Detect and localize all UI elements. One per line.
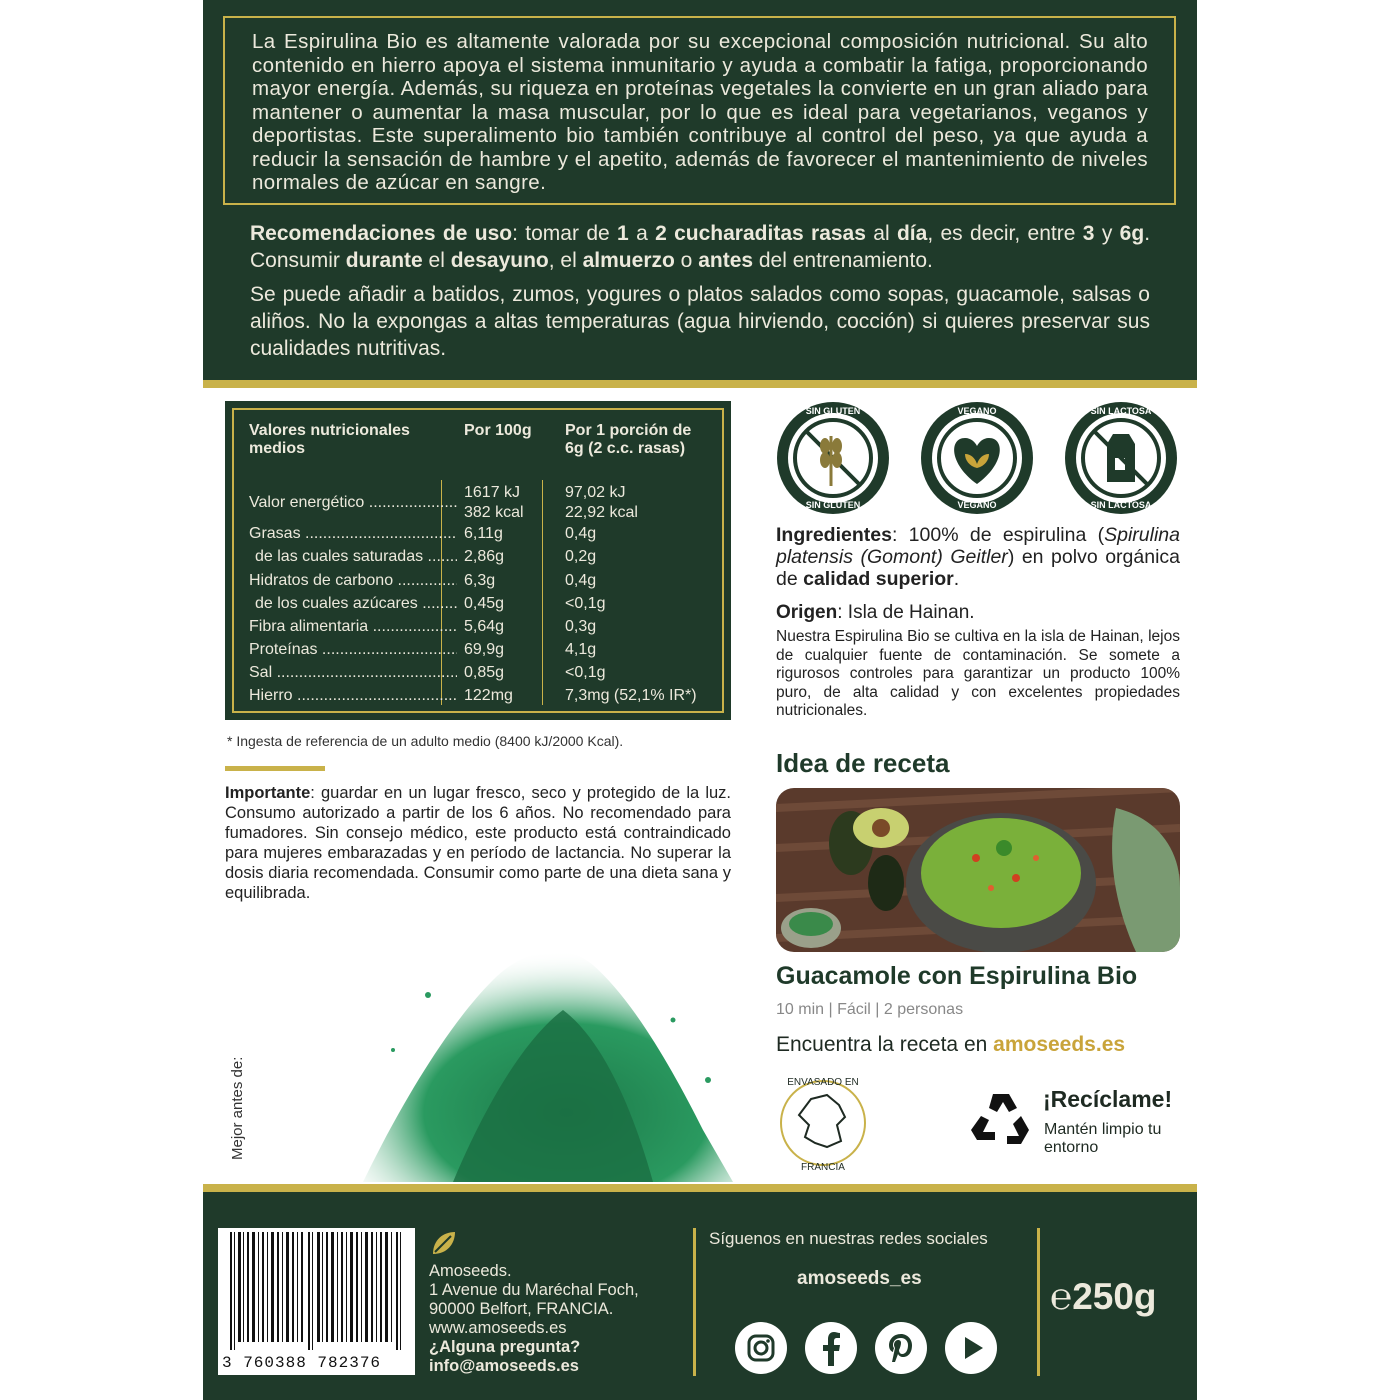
table-row: de las cuales saturadas ..... 2,86g 0,2g [249,547,719,567]
recycle-subtitle: Mantén limpio tu entorno [1044,1121,1162,1156]
table-row: de los cuales azúcares ..... 0,45g <0,1g [249,594,719,614]
vegan-badge [919,400,1035,516]
recipe-meta: 10 min | Fácil | 2 personas [776,1001,964,1018]
svg-text:SIN LACTOSA: SIN LACTOSA [1090,406,1152,416]
origin-description: Nuestra Espirulina Bio se cultiva en la isla de Hainan, lejos de cualquier fuente de contaminación. Se somete a rigurosos controles para garantizar un producto 100% puro, de alta calidad y con excelentes propiedades nutricionales. [776,628,1180,719]
ingredients: Ingredientes: 100% de espirulina (Spirulina platensis (Gomont) Geitler) en polvo orgánica de calidad superior. [776,524,1180,590]
important-notice: Importante: guardar en un lugar fresco, seco y protegido de la luz. Consumo autorizado a partir de los 6 años. No recomendado para fumadores. Sin consejo médico, este producto está contraindicado para mujeres embarazadas y en período de lactancia. No superar la dosis diaria recomendada. Consumir como parte de una dieta sana y equilibrada. [225,784,731,902]
net-weight: ℮250g [1050,1276,1157,1317]
nutrition-col-100g: Por 100g [464,422,532,439]
best-before-label: Mejor antes de: [229,1056,246,1160]
product-label-back [203,0,1197,1400]
svg-text:ENVASADO EN: ENVASADO EN [787,1077,859,1088]
leaf-logo-icon [429,1228,459,1258]
website-link[interactable]: www.amoseeds.es [429,1319,567,1337]
table-row: Grasas ..... 6,11g 0,4g [249,524,719,544]
svg-text:SIN GLUTEN: SIN GLUTEN [805,406,861,416]
gold-divider [203,380,1197,388]
intro-text: La Espirulina Bio es altamente valorada por su excepcional composición nutricional. Su alto contenido en hierro apoya el sistema inmunitario y ayuda a combatir la fatiga, proporcionando mayor energía. Además, su riqueza en proteínas vegetales la convierte en un gran aliado para mantener o aumentar la masa muscular, por lo que es ideal para vegetarianos, veganos y deportistas. Este superalimento bio también contribuye al control del peso, ya que ayuda a reducir la sensación de hambre y el apetito, además de favorecer el mantenimiento de niveles normales de azúcar en sangre. [223,16,1176,205]
company-address: Amoseeds. 1 Avenue du Maréchal Foch, 90000 Belfort, FRANCIA. www.amoseeds.es ¿Alguna pregunta? info@amoseeds.es [429,1262,639,1375]
svg-text:FRANCIA: FRANCIA [801,1162,845,1173]
usage-recommendations: Recomendaciones de uso: tomar de 1 a 2 cucharaditas rasas al día, es decir, entre 3 y 6g. Consumir durante el desayuno, el almuerzo o antes del entrenamiento. [250,222,1151,272]
top-panel [203,0,1197,380]
footer-divider [1037,1228,1040,1376]
packed-in-france-badge [775,1067,870,1175]
recipe-heading: Idea de receta [776,748,950,778]
usage-paragraph: Se puede añadir a batidos, zumos, yogures o platos salados como sopas, guacamole, salsas o aliños. No la expongas a altas temperaturas (agua hirviendo, cocción) si quieres preservar sus cualidades nutritivas. [250,283,1150,360]
table-row: Fibra alimentaria ..... 5,64g 0,3g [249,617,719,637]
website-link[interactable]: amoseeds.es [993,1033,1126,1056]
youtube-icon[interactable] [945,1322,997,1374]
nutrition-col-name: Valores nutricionales medios [249,422,410,457]
table-row: Valor energético ..... 1617 kJ 382 kcal 97,02 kJ 22,92 kcal [249,483,719,523]
svg-text:VEGANO: VEGANO [957,500,997,510]
certification-badges [775,400,1180,516]
france-map-icon [799,1095,845,1147]
barcode [218,1228,415,1375]
recycle-icon [967,1086,1035,1154]
reference-intake-note: * Ingesta de referencia de un adulto medio (8400 kJ/2000 Kcal). [227,733,624,749]
social-heading: Síguenos en nuestras redes sociales [709,1229,988,1248]
instagram-icon[interactable] [735,1322,787,1374]
nutrition-col-portion: Por 1 porción de 6g (2 c.c. rasas) [565,422,692,457]
spirulina-powder-image [333,920,753,1182]
facebook-icon[interactable] [805,1322,857,1374]
recipe-link-line: Encuentra la receta en amoseeds.es [776,1033,1126,1056]
table-row: Proteínas ..... 69,9g 4,1g [249,640,719,660]
barcode-bars [218,1228,415,1352]
social-handle: amoseeds_es [797,1268,922,1289]
guacamole-photo [776,788,1180,952]
table-row: Hidratos de carbono ..... 6,3g 0,4g [249,571,719,591]
table-row: Sal ..... 0,85g <0,1g [249,663,719,683]
recycle-title: ¡Recíclame! [1043,1086,1173,1112]
origin: Origen: Isla de Hainan. [776,602,975,623]
email-link[interactable]: info@amoseeds.es [429,1357,579,1375]
table-row: Hierro ..... 122mg 7,3mg (52,1% IR*) [249,686,719,706]
pinterest-icon[interactable] [875,1322,927,1374]
svg-text:VEGANO: VEGANO [957,406,997,416]
footer-divider [693,1228,696,1376]
lactose-free-badge [1063,400,1179,516]
svg-text:SIN GLUTEN: SIN GLUTEN [805,500,861,510]
gold-divider [203,1184,1197,1192]
footer [203,1192,1197,1400]
gluten-free-badge [775,400,891,516]
barcode-number: 3 760388 782376 [222,1354,382,1372]
gold-accent [225,766,325,771]
recipe-name: Guacamole con Espirulina Bio [776,962,1138,990]
svg-text:SIN LACTOSA: SIN LACTOSA [1090,500,1152,510]
nutrition-table [225,401,731,720]
